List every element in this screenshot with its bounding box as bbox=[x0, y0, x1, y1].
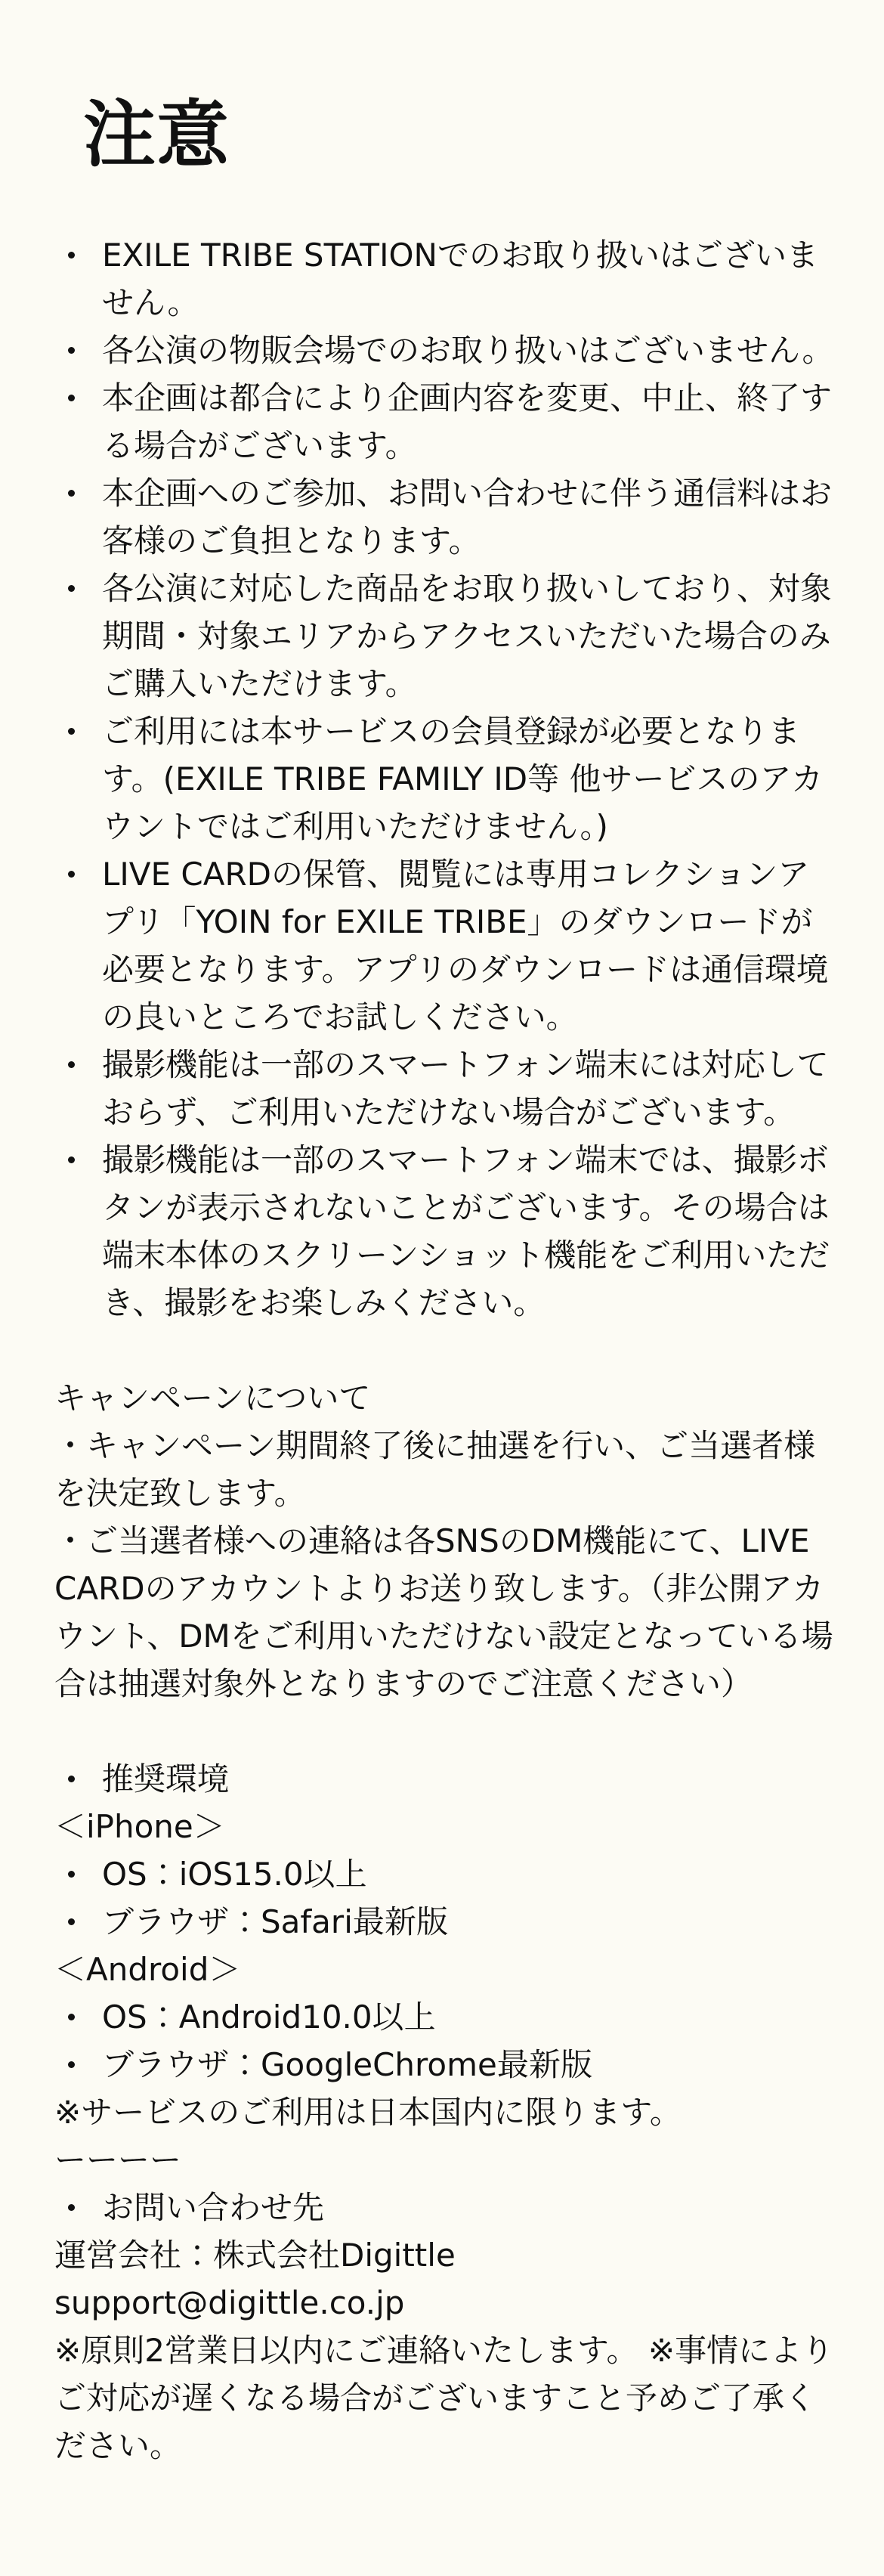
list-item bbox=[54, 1041, 836, 1136]
bullet-dot-icon bbox=[68, 1776, 75, 1782]
response-time-note: ※原則2営業日以内にご連絡いたします。 ※事情によりご対応が遅くなる場合がございますこと予めご了承ください。 bbox=[54, 2332, 834, 2464]
list-item-text: 撮影機能は一部のスマートフォン端末では、撮影ボタンが表示されないことがございます。その場合は端末本体のスクリーンショット機能をご利用いただき、撮影をお楽しみください。 bbox=[102, 1141, 830, 1321]
list-item-text: ご利用には本サービスの会員登録が必要となります。(EXILE TRIBE FAMILY ID等 他サービスのアカウントではご利用いただけません。) bbox=[102, 713, 824, 845]
list-item-text: 各公演に対応した商品をお取り扱いしており、対象期間・対象エリアからアクセスいただいた場合のみご購入いただけます。 bbox=[102, 570, 833, 702]
env-line-text: ブラウザ：GoogleChrome最新版 bbox=[102, 2046, 592, 2083]
notice-list bbox=[54, 231, 836, 1327]
contact-heading bbox=[54, 2184, 836, 2231]
list-item bbox=[54, 850, 836, 1041]
list-item-text: 撮影機能は一部のスマートフォン端末には対応しておらず、ご利用いただけない場合がございます。 bbox=[102, 1046, 829, 1131]
list-item-text: 本企画へのご参加、お問い合わせに伴う通信料はお客様のご負担となります。 bbox=[102, 475, 833, 559]
bullet-dot-icon bbox=[68, 395, 75, 401]
env-line-text: OS：iOS15.0以上 bbox=[102, 1856, 367, 1893]
campaign-note-winner-contact: ・ご当選者様への連絡は各SNSのDM機能にて、LIVE CARDのアカウントよりお送り致します。（非公開アカウント、DMをご利用いただけない設定となっている場合は抽選対象外となりますのでご注意ください） bbox=[54, 1522, 833, 1702]
bullet-dot-icon bbox=[68, 2014, 75, 2020]
campaign-section bbox=[54, 1374, 836, 1708]
bullet-dot-icon bbox=[68, 1156, 75, 1163]
iphone-os-line bbox=[54, 1850, 836, 1898]
bullet-dot-icon bbox=[68, 585, 75, 592]
page-title: 注意 bbox=[83, 92, 230, 177]
bullet-dot-icon bbox=[68, 871, 75, 878]
list-item bbox=[54, 374, 836, 469]
android-os-line bbox=[54, 1993, 836, 2041]
list-item-text: 各公演の物販会場でのお取り扱いはございません。 bbox=[102, 332, 834, 369]
bullet-dot-icon bbox=[68, 1871, 75, 1878]
env-line-text: お問い合わせ先 bbox=[102, 2189, 325, 2226]
bullet-dot-icon bbox=[68, 347, 75, 354]
bullet-dot-icon bbox=[68, 2061, 75, 2068]
bullet-dot-icon bbox=[68, 1918, 75, 1925]
support-email: support@digittle.co.jp bbox=[54, 2284, 405, 2321]
list-item-text: EXILE TRIBE STATIONでのお取り扱いはございません。 bbox=[102, 237, 818, 321]
iphone-browser-line bbox=[54, 1898, 836, 1946]
divider-dashes: ーーーー bbox=[54, 2141, 182, 2178]
bullet-dot-icon bbox=[68, 490, 75, 497]
bullet-dot-icon bbox=[68, 252, 75, 259]
env-line-text: ブラウザ：Safari最新版 bbox=[102, 1903, 448, 1940]
bullet-dot-icon bbox=[68, 1061, 75, 1068]
list-item bbox=[54, 231, 836, 327]
bullet-dot-icon bbox=[68, 2204, 75, 2211]
list-item bbox=[54, 565, 836, 707]
campaign-heading: キャンペーンについて bbox=[54, 1379, 371, 1416]
list-item bbox=[54, 327, 836, 374]
list-item-text: 本企画は都合により企画内容を変更、中止、終了する場合がございます。 bbox=[102, 379, 833, 464]
list-item bbox=[54, 469, 836, 565]
list-item bbox=[54, 707, 836, 850]
list-item-text: LIVE CARDの保管、閲覧には専用コレクションアプリ「YOIN for EXILE TRIBE」のダウンロードが必要となります。アプリのダウンロードは通信環境の良いところでお試しください。 bbox=[102, 856, 828, 1036]
env-line-text: 推奨環境 bbox=[102, 1760, 230, 1797]
service-region-note: ※サービスのご利用は日本国内に限ります。 bbox=[54, 2094, 682, 2131]
list-item bbox=[54, 1136, 836, 1327]
environment-section bbox=[54, 1755, 836, 2469]
bullet-dot-icon bbox=[68, 728, 75, 735]
campaign-note-lottery: ・キャンペーン期間終了後に抽選を行い、ご当選者様を決定致します。 bbox=[54, 1427, 816, 1512]
operating-company: 運営会社：株式会社Digittle bbox=[54, 2237, 456, 2274]
platform-iphone-heading: ＜iPhone＞ bbox=[54, 1808, 225, 1845]
env-line-text: OS：Android10.0以上 bbox=[102, 1999, 436, 2036]
platform-android-heading: ＜Android＞ bbox=[54, 1951, 241, 1988]
android-browser-line bbox=[54, 2041, 836, 2088]
env-recommended-heading bbox=[54, 1755, 836, 1803]
